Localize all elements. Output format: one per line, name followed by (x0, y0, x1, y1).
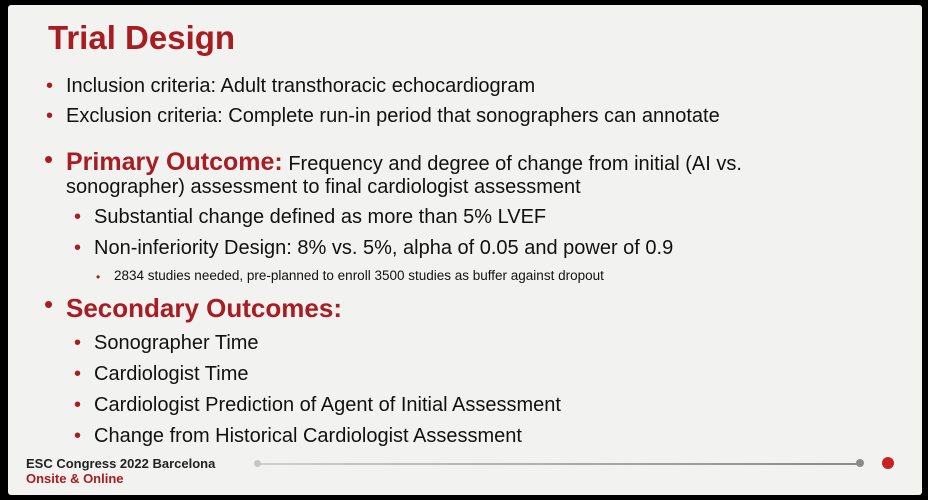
footer-divider (260, 463, 858, 465)
bullet-text: Non-inferiority Design: 8% vs. 5%, alpha of 0.05 and power of 0.9 (94, 237, 674, 259)
bullet-text: Sonographer Time (94, 332, 259, 354)
bullet-text: Inclusion criteria: Adult transthoracic echocardiogram (66, 75, 536, 97)
accent-dot (882, 457, 894, 469)
bullet-dot: • (74, 425, 82, 447)
bullet-dot: • (44, 144, 54, 174)
bullet-dot: • (46, 105, 54, 127)
primary-outcome-text-2: sonographer) assessment to final cardiologist assessment (66, 176, 581, 198)
bullet-text: Cardiologist Time (94, 363, 249, 385)
bullet-dot: • (44, 289, 54, 319)
bullet-dot: • (74, 332, 82, 354)
bullet-dot: • (74, 394, 82, 416)
bullet-dot: • (74, 206, 82, 228)
bullet-text: Cardiologist Prediction of Agent of Initial Assessment (94, 394, 561, 416)
divider-start-dot (254, 460, 261, 467)
bullet-text: 2834 studies needed, pre-planned to enroll 3500 studies as buffer against dropout (114, 268, 604, 283)
congress-name: ESC Congress 2022 Barcelona (26, 456, 216, 471)
bullet-text: Substantial change defined as more than 5% LVEF (94, 206, 547, 228)
secondary-outcomes-heading: Secondary Outcomes: (66, 293, 342, 323)
footer-branding (26, 456, 215, 486)
divider-end-dot (856, 459, 864, 467)
slide-title: Trial Design (48, 19, 236, 56)
bullet-dot: • (74, 237, 82, 259)
bullet-text: Change from Historical Cardiologist Assessment (94, 425, 522, 447)
primary-outcome-text: Frequency and degree of change from initial (AI vs. (288, 153, 742, 175)
bullet-dot: • (46, 75, 54, 97)
bullet-text: Exclusion criteria: Complete run-in period that sonographers can annotate (66, 105, 720, 127)
primary-outcome-heading: Primary Outcome: (66, 148, 283, 176)
congress-mode: Onsite & Online (26, 471, 124, 486)
bullet-dot: • (74, 363, 82, 385)
slide (8, 5, 922, 495)
bullet-dot: • (96, 270, 101, 284)
